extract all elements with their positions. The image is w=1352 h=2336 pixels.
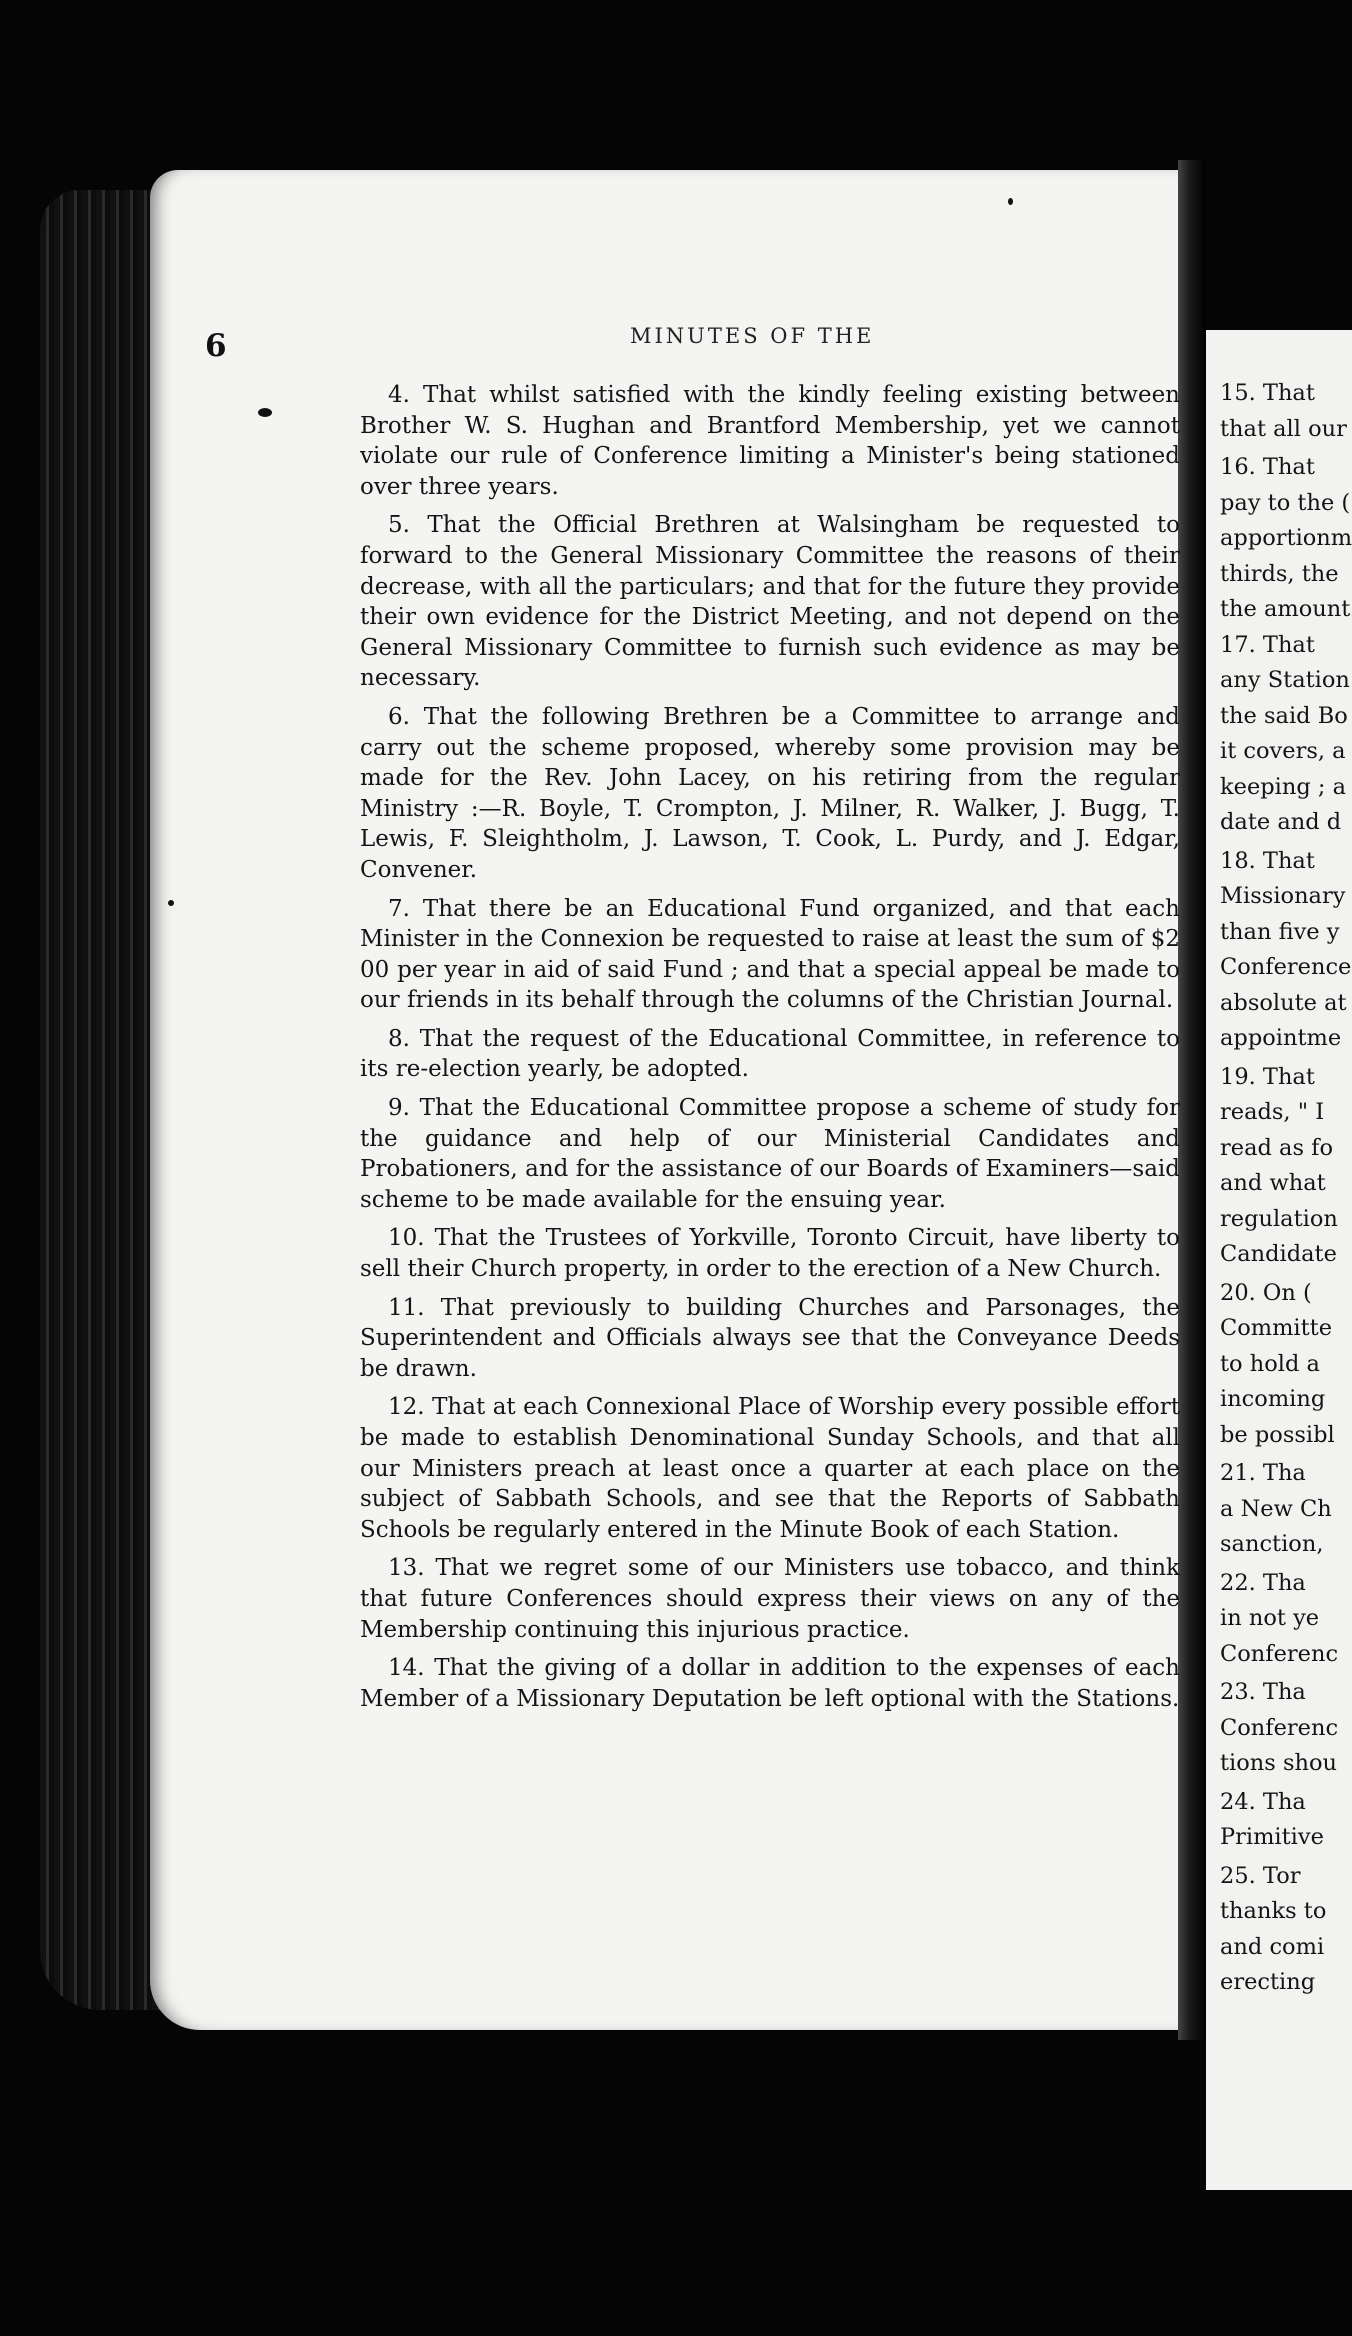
resolution-paragraph: 14. That the giving of a dollar in addition to the expenses of each Member of a Missionary Deputation be left optional with the Stations. [360, 1655, 1180, 1712]
running-head: MINUTES OF THE [630, 324, 875, 348]
next-line: 16. That [1220, 454, 1315, 480]
resolution-paragraph: 8. That the request of the Educational Committee, in reference to its re-election yearly, be adopted. [360, 1025, 1180, 1083]
resolution-paragraph: 11. That previously to building Churches and Parsonages, the Superintendent and Officials always see that the Conveyance Deeds be drawn. [360, 1294, 1180, 1382]
page-number: 6 [205, 328, 227, 364]
next-line: be possibl [1220, 1421, 1335, 1448]
next-line: date and d [1220, 809, 1342, 835]
ink-speck [1008, 198, 1013, 205]
next-line: Conferenc [1220, 1640, 1339, 1667]
next-line: Primitive [1220, 1824, 1324, 1850]
resolution-paragraph: 12. That at each Connexional Place of Worship every possible effort be made to establish Denominational Sunday Schools, and that all our Ministers preach at least once a quarter at each place on the subject of Sabbath Schools, and see that the Reports of Sabbath Schools be regularly entered in the Minute Book of each Station. [360, 1394, 1180, 1543]
next-line: keeping ; a [1220, 773, 1347, 800]
next-line: Candidate [1220, 1241, 1337, 1267]
next-page-lines [1220, 378, 1352, 2003]
next-line: thirds, the [1220, 560, 1339, 587]
next-line: 24. Tha [1220, 1788, 1306, 1815]
next-line: to hold a [1220, 1350, 1320, 1377]
resolution-paragraph: 7. That there be an Educational Fund organized, and that each Minister in the Connexion be requested to raise at least the sum of $2 00 per year in aid of said Fund ; and that a special appeal be made to our friends in its behalf through the columns of the Christian Journal. [360, 895, 1180, 1014]
next-line: sanction, [1220, 1531, 1324, 1557]
next-line: absolute at [1220, 989, 1347, 1016]
next-line: 21. Tha [1220, 1460, 1306, 1486]
resolution-paragraph: 10. That the Trustees of Yorkville, Toronto Circuit, have liberty to sell their Church property, in order to the erection of a New Church. [360, 1225, 1180, 1283]
ink-speck [168, 900, 174, 906]
next-line: and what [1220, 1170, 1326, 1196]
next-line: that all our [1220, 415, 1347, 442]
resolution-paragraph: 6. That the following Brethren be a Committee to arrange and carry out the scheme proposed, whereby some provision may be made for the Rev. John Lacey, on his retiring from the regular Ministry :—R. Boyle, T. Crompton, J. Milner, R. Walker, J. Bugg, T. Lewis, F. Sleightholm, J. Lawson, T. Cook, L. Purdy, and J. Edgar, Convener. [360, 703, 1180, 883]
next-line: any Station [1220, 667, 1350, 693]
next-line: a New Ch [1220, 1495, 1332, 1522]
next-line: 22. Tha [1220, 1569, 1306, 1596]
next-line: pay to the ( [1220, 489, 1351, 516]
next-line: thanks to [1220, 1898, 1327, 1924]
next-line: regulation [1220, 1205, 1338, 1232]
next-line: than five y [1220, 918, 1340, 945]
resolution-paragraph: 13. That we regret some of our Ministers use tobacco, and think that future Conferences should express their views on any of the Membership continuing this injurious practice. [360, 1555, 1180, 1643]
next-line: Conference [1220, 954, 1352, 980]
next-line: 18. That [1220, 847, 1315, 874]
next-line: tions shou [1220, 1750, 1338, 1776]
next-line: 20. On ( [1220, 1279, 1312, 1306]
next-line: it covers, a [1220, 738, 1346, 764]
book-gutter [1178, 160, 1206, 2040]
ink-speck [258, 408, 272, 417]
next-line: the amount [1220, 596, 1351, 622]
minutes-body [360, 380, 1180, 1722]
next-line: the said Bo [1220, 702, 1348, 729]
next-line: 25. Tor [1220, 1862, 1301, 1889]
next-line: reads, " I [1220, 1099, 1325, 1125]
resolution-paragraph: 9. That the Educational Committee propose a scheme of study for the guidance and help of our Ministerial Candidates and Probationers, and for the assistance of our Boards of Examiners—said scheme to be made available for the ensuing year. [360, 1095, 1180, 1213]
page-right-partial [1206, 330, 1352, 2190]
resolution-paragraph: 4. That whilst satisfied with the kindly feeling existing between Brother W. S. Hughan and Brantford Membership, yet we cannot violate our rule of Conference limiting a Minister's being stationed over three years. [360, 382, 1180, 500]
next-line: and comi [1220, 1933, 1325, 1960]
next-line: 23. Tha [1220, 1679, 1306, 1705]
next-line: appointme [1220, 1025, 1342, 1051]
next-line: Committe [1220, 1315, 1333, 1341]
next-line: Missionary [1220, 883, 1346, 909]
next-line: in not ye [1220, 1605, 1320, 1631]
next-line: 19. That [1220, 1063, 1315, 1090]
next-line: read as fo [1220, 1134, 1334, 1161]
next-line: erecting [1220, 1969, 1316, 1995]
next-line: 15. That [1220, 380, 1315, 406]
next-line: apportionm [1220, 525, 1352, 551]
resolution-paragraph: 5. That the Official Brethren at Walsingham be requested to forward to the General Missionary Committee the reasons of their decrease, with all the particulars; and that for the future they provide their own evidence for the District Meeting, and not depend on the General Missionary Committee to furnish such evidence as may be necessary. [360, 512, 1180, 692]
next-line: incoming [1220, 1386, 1326, 1412]
next-line: 17. That [1220, 631, 1315, 658]
next-line: Conferenc [1220, 1714, 1339, 1741]
